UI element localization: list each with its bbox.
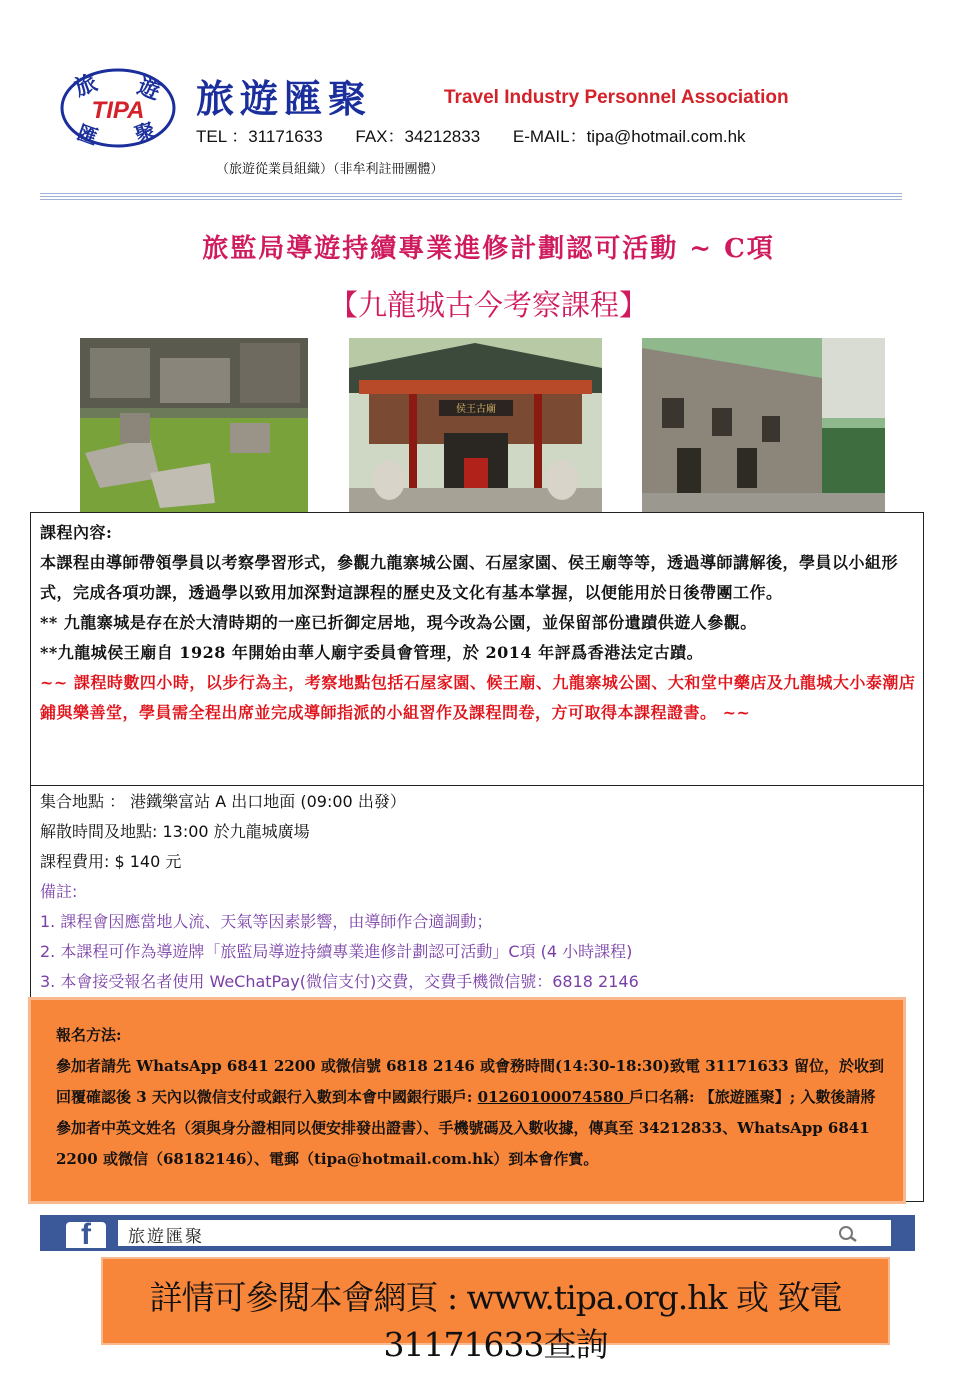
organization-note: （旅遊從業員組織）（非牟利註冊團體）	[216, 162, 444, 177]
tipa-logo	[58, 66, 178, 150]
registration-text-part1: 參加者請先 WhatsApp 6841 2200 或微信號 6818 2146 或會務時間(14:30-18:30)致電 31171633 留位，於收到回覆確認後 3 天內以微信支付或銀行入數到本會中國銀行賬戶:	[56, 1057, 884, 1106]
header-divider	[40, 193, 902, 201]
stone-house-photo	[642, 338, 885, 512]
registration-text	[56, 1020, 890, 1175]
content-paragraph: 本課程由導師帶領學員以考察學習形式，參觀九龍寨城公園、石屋家園、侯王廟等等，透過導師講解後，學員以小組形式，完成各項功課，透過學以致用加深對這課程的歷史及文化有基本掌握，以便能用於日後帶團工作。	[40, 553, 899, 602]
svg-text:侯王古廟: 侯王古廟	[456, 404, 496, 415]
search-icon[interactable]	[838, 1225, 858, 1243]
course-content	[40, 518, 918, 728]
walled-city-note: ** 九龍寨城是存在於大清時期的一座已折御定居地，現今改為公園，並保留部份遺蹟供遊人參觀。	[40, 613, 757, 632]
svg-text:TIPA: TIPA	[91, 97, 145, 124]
course-details	[40, 787, 918, 997]
facebook-search-field[interactable]	[118, 1220, 891, 1246]
meeting-point: 集合地點 ： 港鐵樂富站 A 出口地面 (09:00 出發）	[40, 792, 406, 811]
remarks-label: 備註:	[40, 882, 78, 901]
registration-instructions	[56, 1051, 890, 1175]
dismiss-info: 解散時間及地點: 13:00 於九龍城廣場	[40, 822, 310, 841]
remark-item: 3. 本會接受報名者使用 WeChatPay(微信支付)交費，交費手機微信號：6818 2146	[40, 972, 639, 991]
course-fee: 課程費用: $ 140 元	[40, 852, 182, 871]
registration-text-part2: 戶口名稱: 【旅遊匯聚】; 入數後請將參加者中英文姓名（須與身分證相同以便安排發出證書）、手機號碼及入數收據，傳真至 34212833、WhatsApp 6841 2200 或微信（68182146）、電郵（tipa@hotmail.com.hk）到本會作實。	[56, 1088, 876, 1168]
email-text: E-MAIL：tipa@hotmail.com.hk	[512, 127, 746, 146]
svg-text:遊: 遊	[133, 73, 164, 106]
registration-heading: 報名方法:	[56, 1026, 122, 1044]
facebook-page-name: 旅遊匯聚	[128, 1227, 204, 1247]
association-english-name: Travel Industry Personnel Association	[444, 87, 789, 108]
content-heading: 課程內容:	[40, 523, 113, 542]
activity-title: 旅監局導遊持續專業進修計劃認可活動 ~ C項	[202, 234, 775, 264]
svg-text:旅: 旅	[71, 69, 101, 102]
hau-wong-temple-note: **九龍城侯王廟自 1928 年開始由華人廟宇委員會管理，於 2014 年評爲香港法定古蹟。	[40, 643, 704, 662]
facebook-f-glyph: f	[81, 1218, 91, 1251]
svg-text:聚: 聚	[131, 117, 159, 147]
remark-item: 1. 課程會因應當地人流、天氣等因素影響，由導師作合適調動；	[40, 912, 493, 931]
temple-photo	[349, 338, 602, 512]
course-title: 【九龍城古今考察課程】	[328, 288, 648, 322]
website-banner-text: 詳情可參閱本會網頁 : www.tipa.org.hk 或 致電31171633查詢	[149, 1278, 842, 1364]
svg-text:匯: 匯	[74, 120, 102, 150]
association-chinese-name: 旅遊匯聚	[196, 76, 373, 121]
ruins-photo	[80, 338, 308, 512]
remark-item: 2. 本課程可作為導遊牌「旅監局導遊持續專業進修計劃認可活動」C項 (4 小時課程)	[40, 942, 633, 961]
course-hours-note: ~~ 課程時數四小時，以步行為主，考察地點包括石屋家園、候王廟、九龍寨城公園、大和堂中藥店及九龍城大小泰潮店鋪與樂善堂，學員需全程出席並完成導師指派的小組習作及課程問卷，方可取得本課程證書。 ~~	[40, 673, 916, 722]
bank-account-number: 01260100074580	[477, 1088, 629, 1106]
fax-text: FAX：34212833	[355, 127, 481, 146]
tel-text: TEL ：31171633	[196, 127, 323, 146]
contact-line	[196, 122, 774, 147]
